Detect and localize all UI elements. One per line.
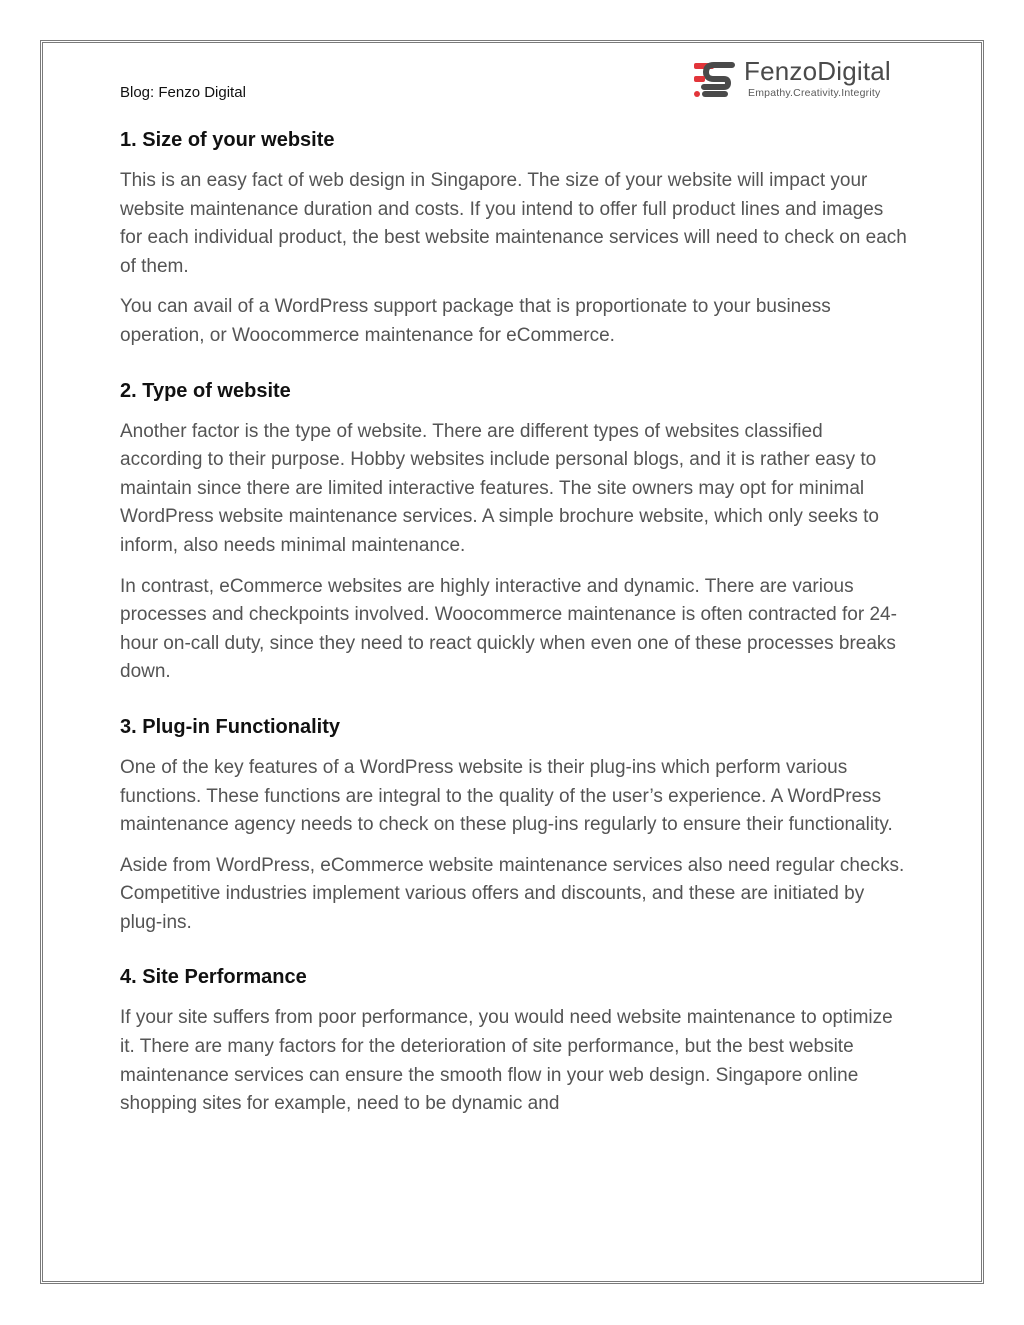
section-heading: 3. Plug-in Functionality [120,715,340,738]
blog-header-label: Blog: Fenzo Digital [120,84,246,101]
fenzo-digital-logo[interactable] [692,58,902,102]
logo-wordmark: FenzoDigital [744,56,891,86]
paragraph: Another factor is the type of website. There are different types of websites classified according to their purpose. Hobby websites include personal blogs, and it is rather easy to maintain since there are limited interactive features. The site owners may opt for minimal WordPress website maintenance services. A simple brochure website, which only seeks to inform, also needs minimal maintenance. [120,420,879,556]
logo-tagline: Empathy.Creativity.Integrity [748,87,881,99]
paragraph: You can avail of a WordPress support package that is proportionate to your business operation, or Woocommerce maintenance for eCommerce. [120,296,831,346]
section-type-of-website [120,375,910,687]
fenzo-logo-mark-icon [692,60,736,100]
paragraph: One of the key features of a WordPress website is their plug-ins which perform various functions. These functions are integral to the quality of the user’s experience. A WordPress maintenance agency needs to check on these plug-ins regularly to ensure their functionality. [120,756,893,836]
section-site-performance [120,961,910,1118]
paragraph: Aside from WordPress, eCommerce website maintenance services also need regular checks. Competitive industries implement various offers and discounts, and these are initiated by plug-ins. [120,854,905,933]
paragraph: This is an easy fact of web design in Singapore. The size of your website will impact your website maintenance duration and costs. If you intend to offer full product lines and images for each individual product, the best website maintenance services will need to check on each of them. [120,170,907,277]
section-size-of-website [120,124,910,351]
article-body [120,124,910,1143]
section-heading: 1. Size of your website [120,129,335,151]
paragraph: In contrast, eCommerce websites are highly interactive and dynamic. There are various processes and checkpoints involved. Woocommerce maintenance is often contracted for 24-hour on-call duty, since they need to react quickly when even one of these processes breaks down. [120,575,897,683]
section-heading: 4. Site Performance [120,966,307,989]
paragraph: If your site suffers from poor performance, you would need website maintenance to optimize it. There are many factors for the deterioration of site performance, but the best website maintenance services can ensure the smooth flow in your web design. Singapore online shopping sites for example, need to be dynamic and [120,1007,893,1115]
section-heading: 2. Type of website [120,379,291,402]
section-plugin-functionality [120,711,910,938]
